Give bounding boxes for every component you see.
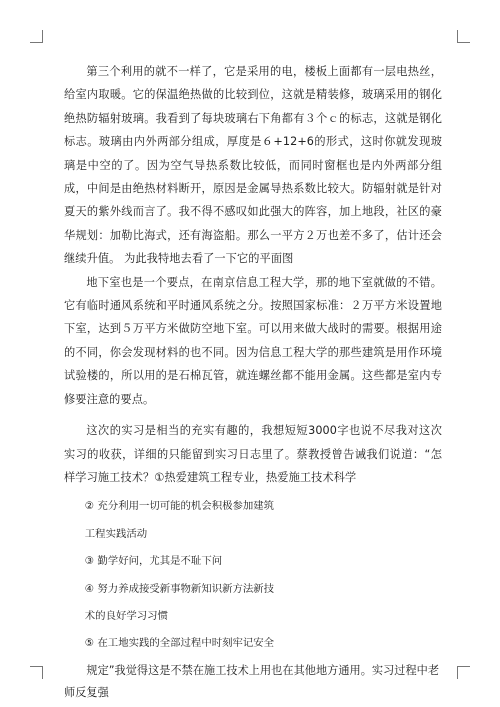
crop-mark-top-right (457, 30, 470, 43)
paragraph-internship-summary: 这次的实习是相当的充实有趣的，我想短短3000字也说不尽我对这次实习的收获，详细的只能留到实习日志里了。蔡教授曾告诫我们说道：“怎样学习施工技术？①热爱建筑工程专业，热爱施工技术科学 (64, 424, 442, 484)
crop-mark-bottom-right (457, 666, 470, 679)
paragraph-heating-glass: 第三个利用的就不一样了，它是采用的电，楼板上面都有一层电热丝，给室内取暖。它的保温绝热做的比较到位，这就是精装修，玻璃采用的钢化绝热防辐射玻璃。我看到了每块玻璃右下角都有３个ｃ的标志，这就是钢化标志。玻璃由内外两部分组成，厚度是６+12+6的形式，这时你就发现玻璃是中空的了。因为空气导热系数比较低，而同时窗框也是内外两部分组成，中间是由绝热材料断开，原因是金属导热系数比较大。防辐射就是针对夏天的紫外线而言了。我不得不感叹如此强大的阵容，加上地段，社区的豪华规划：加勒比海式，还有海盗船。那么一平方２万也差不多了，估计还会继续升值。 为此我特地去看了一下它的平面图 (64, 65, 442, 266)
list-line: ④ 努力养成接受新事物新知识新方法新技 (84, 582, 275, 595)
paragraph-closing-line: 规定”我觉得这是不禁在施工技术上用也在其他地方通用。实习过程中老师反复强 (64, 663, 440, 699)
crop-mark-top-left (30, 30, 43, 43)
list-line: ⑤ 在工地实践的全部过程中时刻牢记安全 (84, 637, 275, 650)
document-body (64, 60, 442, 704)
list-line: 工程实践活动 (84, 527, 148, 540)
paragraph-basement: 地下室也是一个要点，在南京信息工程大学，那的地下室就做的不错。它有临时通风系统和平时通风系统之分。按照国家标准：２万平方米设置地下室，达到５万平方米做防空地下室。可以用来做大战时的需要。根据用途的不同，你会发现材料的也不同。因为信息工程大学的那些建筑是用作环境试验楼的，所以用的是石棉瓦管，就连螺丝都不能用金属。这些都是室内专修要注意的要点。 (64, 275, 442, 406)
list-line: 术的良好学习习惯 (84, 609, 168, 622)
list-line: ③ 勤学好问，尤其是不耻下问 (84, 555, 223, 568)
list-line: ② 充分利用一切可能的机会积极参加建筑 (84, 500, 275, 513)
crop-mark-bottom-left (30, 666, 43, 679)
learning-tips-list (64, 493, 442, 657)
